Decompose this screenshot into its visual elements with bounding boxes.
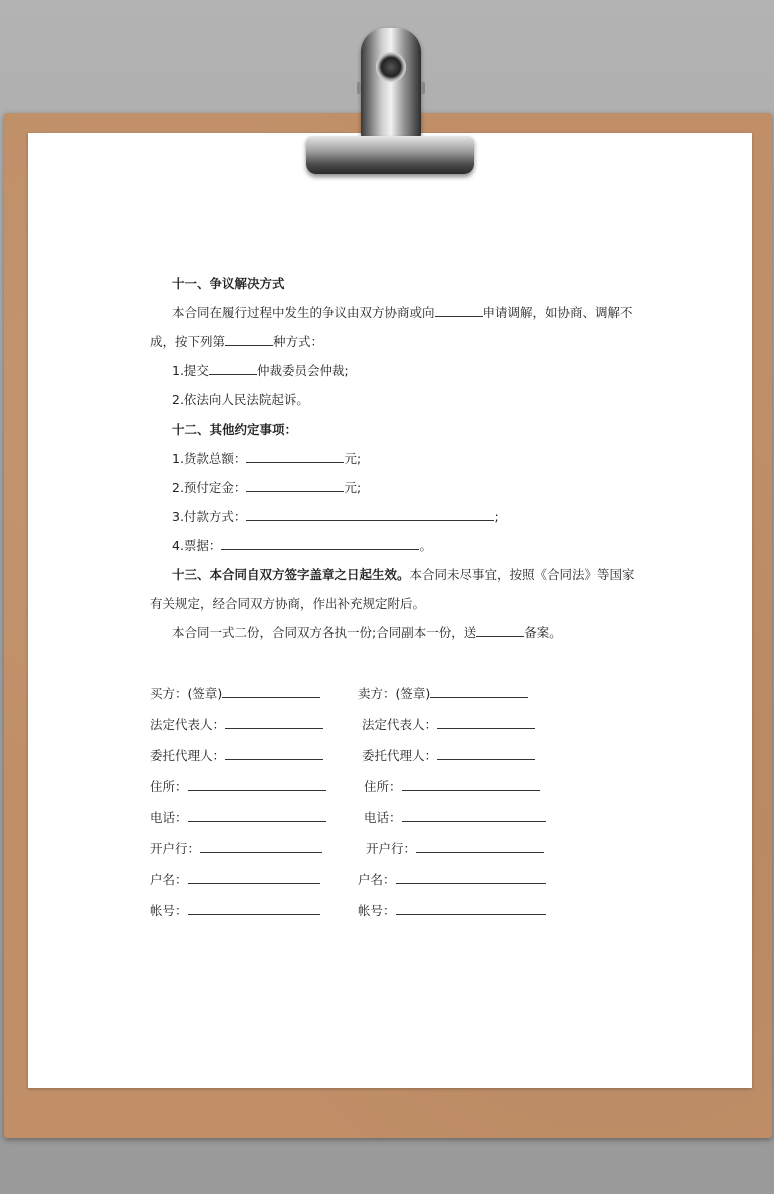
buyer-agent-row <box>150 748 323 764</box>
buyer-address-row <box>150 779 326 795</box>
text: 仲裁委员会仲裁; <box>256 363 349 378</box>
blank-field[interactable] <box>437 717 535 729</box>
blank-field[interactable] <box>437 748 535 760</box>
section-11-paragraph-line1 <box>172 305 633 321</box>
label: 住所： <box>150 779 188 794</box>
blank-field[interactable] <box>476 625 524 637</box>
blank-field[interactable] <box>396 903 546 915</box>
text: 元; <box>344 480 362 495</box>
text: ; <box>494 509 499 524</box>
label: 买方：(签章) <box>150 686 223 701</box>
blank-field[interactable] <box>188 872 320 884</box>
blank-field[interactable] <box>246 509 494 521</box>
label: 委托代理人： <box>150 748 226 763</box>
label: 电话： <box>364 810 402 825</box>
label: 开户行： <box>366 841 417 856</box>
section-13-line3 <box>172 625 562 641</box>
blank-field[interactable] <box>402 810 546 822</box>
section-12-item1 <box>172 451 361 467</box>
text: 种方式： <box>273 334 324 349</box>
section-12-item2 <box>172 480 361 496</box>
label: 法定代表人： <box>362 717 438 732</box>
buyer-legal-rep-row <box>150 717 323 733</box>
section-13-line1 <box>172 567 635 583</box>
text: 本合同一式二份，合同双方各执一份;合同副本一份，送 <box>172 625 477 640</box>
seller-agent-row <box>362 748 535 764</box>
label: 帐号： <box>358 903 396 918</box>
seller-address-row <box>364 779 540 795</box>
text: 本合同在履行过程中发生的争议由双方协商或向 <box>172 305 435 320</box>
section-12-item4 <box>172 538 432 554</box>
label: 帐号： <box>150 903 188 918</box>
label: 法定代表人： <box>150 717 226 732</box>
binder-clip-handle <box>361 28 421 140</box>
section-11-paragraph-line2 <box>150 334 323 350</box>
text: 3.付款方式： <box>172 509 247 524</box>
text: 元; <box>344 451 362 466</box>
section-12-heading: 十二、其他约定事项： <box>172 422 298 437</box>
blank-field[interactable] <box>222 686 320 698</box>
blank-field[interactable] <box>188 810 326 822</box>
text: 1.提交 <box>172 363 209 378</box>
seller-legal-rep-row <box>362 717 535 733</box>
blank-field[interactable] <box>221 538 419 550</box>
text: 申请调解，如协商、调解不 <box>482 305 633 320</box>
blank-field[interactable] <box>430 686 528 698</box>
text: 本合同未尽事宜，按照《合同法》等国家 <box>409 567 635 582</box>
seller-bank-row <box>366 841 544 857</box>
text: 备案。 <box>524 625 562 640</box>
section-13-line2: 有关规定，经合同双方协商，作出补充规定附后。 <box>150 596 426 611</box>
blank-field[interactable] <box>416 841 544 853</box>
section-13-heading: 十三、本合同自双方签字盖章之日起生效。 <box>172 567 410 582</box>
text: 成，按下列第 <box>150 334 226 349</box>
section-12-item3 <box>172 509 499 525</box>
binder-clip-base <box>306 136 474 174</box>
buyer-account-name-row <box>150 872 320 888</box>
buyer-signature-row <box>150 686 320 702</box>
text: 4.票据： <box>172 538 222 553</box>
blank-field[interactable] <box>209 363 257 375</box>
section-11-heading: 十一、争议解决方式 <box>172 276 285 291</box>
buyer-bank-row <box>150 841 322 857</box>
text: 。 <box>419 538 432 553</box>
blank-field[interactable] <box>188 903 320 915</box>
section-11-item2: 2.依法向人民法院起诉。 <box>172 392 309 407</box>
binder-clip-rivet-icon <box>376 52 406 82</box>
blank-field[interactable] <box>225 748 323 760</box>
blank-field[interactable] <box>402 779 540 791</box>
blank-field[interactable] <box>188 779 326 791</box>
blank-field[interactable] <box>396 872 546 884</box>
label: 户名： <box>358 872 396 887</box>
label: 委托代理人： <box>362 748 438 763</box>
label: 住所： <box>364 779 402 794</box>
text: 1.货款总额： <box>172 451 247 466</box>
section-11-item1 <box>172 363 349 379</box>
label: 户名： <box>150 872 188 887</box>
seller-signature-row <box>358 686 528 702</box>
buyer-account-number-row <box>150 903 320 919</box>
blank-field[interactable] <box>200 841 322 853</box>
binder-clip-wire-right <box>421 82 425 94</box>
seller-account-number-row <box>358 903 546 919</box>
seller-phone-row <box>364 810 546 826</box>
buyer-phone-row <box>150 810 326 826</box>
text: 2.预付定金： <box>172 480 247 495</box>
blank-field[interactable] <box>225 717 323 729</box>
blank-field[interactable] <box>246 451 344 463</box>
label: 开户行： <box>150 841 201 856</box>
blank-field[interactable] <box>435 305 483 317</box>
label: 电话： <box>150 810 188 825</box>
binder-clip-wire-left <box>357 82 361 94</box>
seller-account-name-row <box>358 872 546 888</box>
label: 卖方：(签章) <box>358 686 431 701</box>
blank-field[interactable] <box>225 334 273 346</box>
blank-field[interactable] <box>246 480 344 492</box>
